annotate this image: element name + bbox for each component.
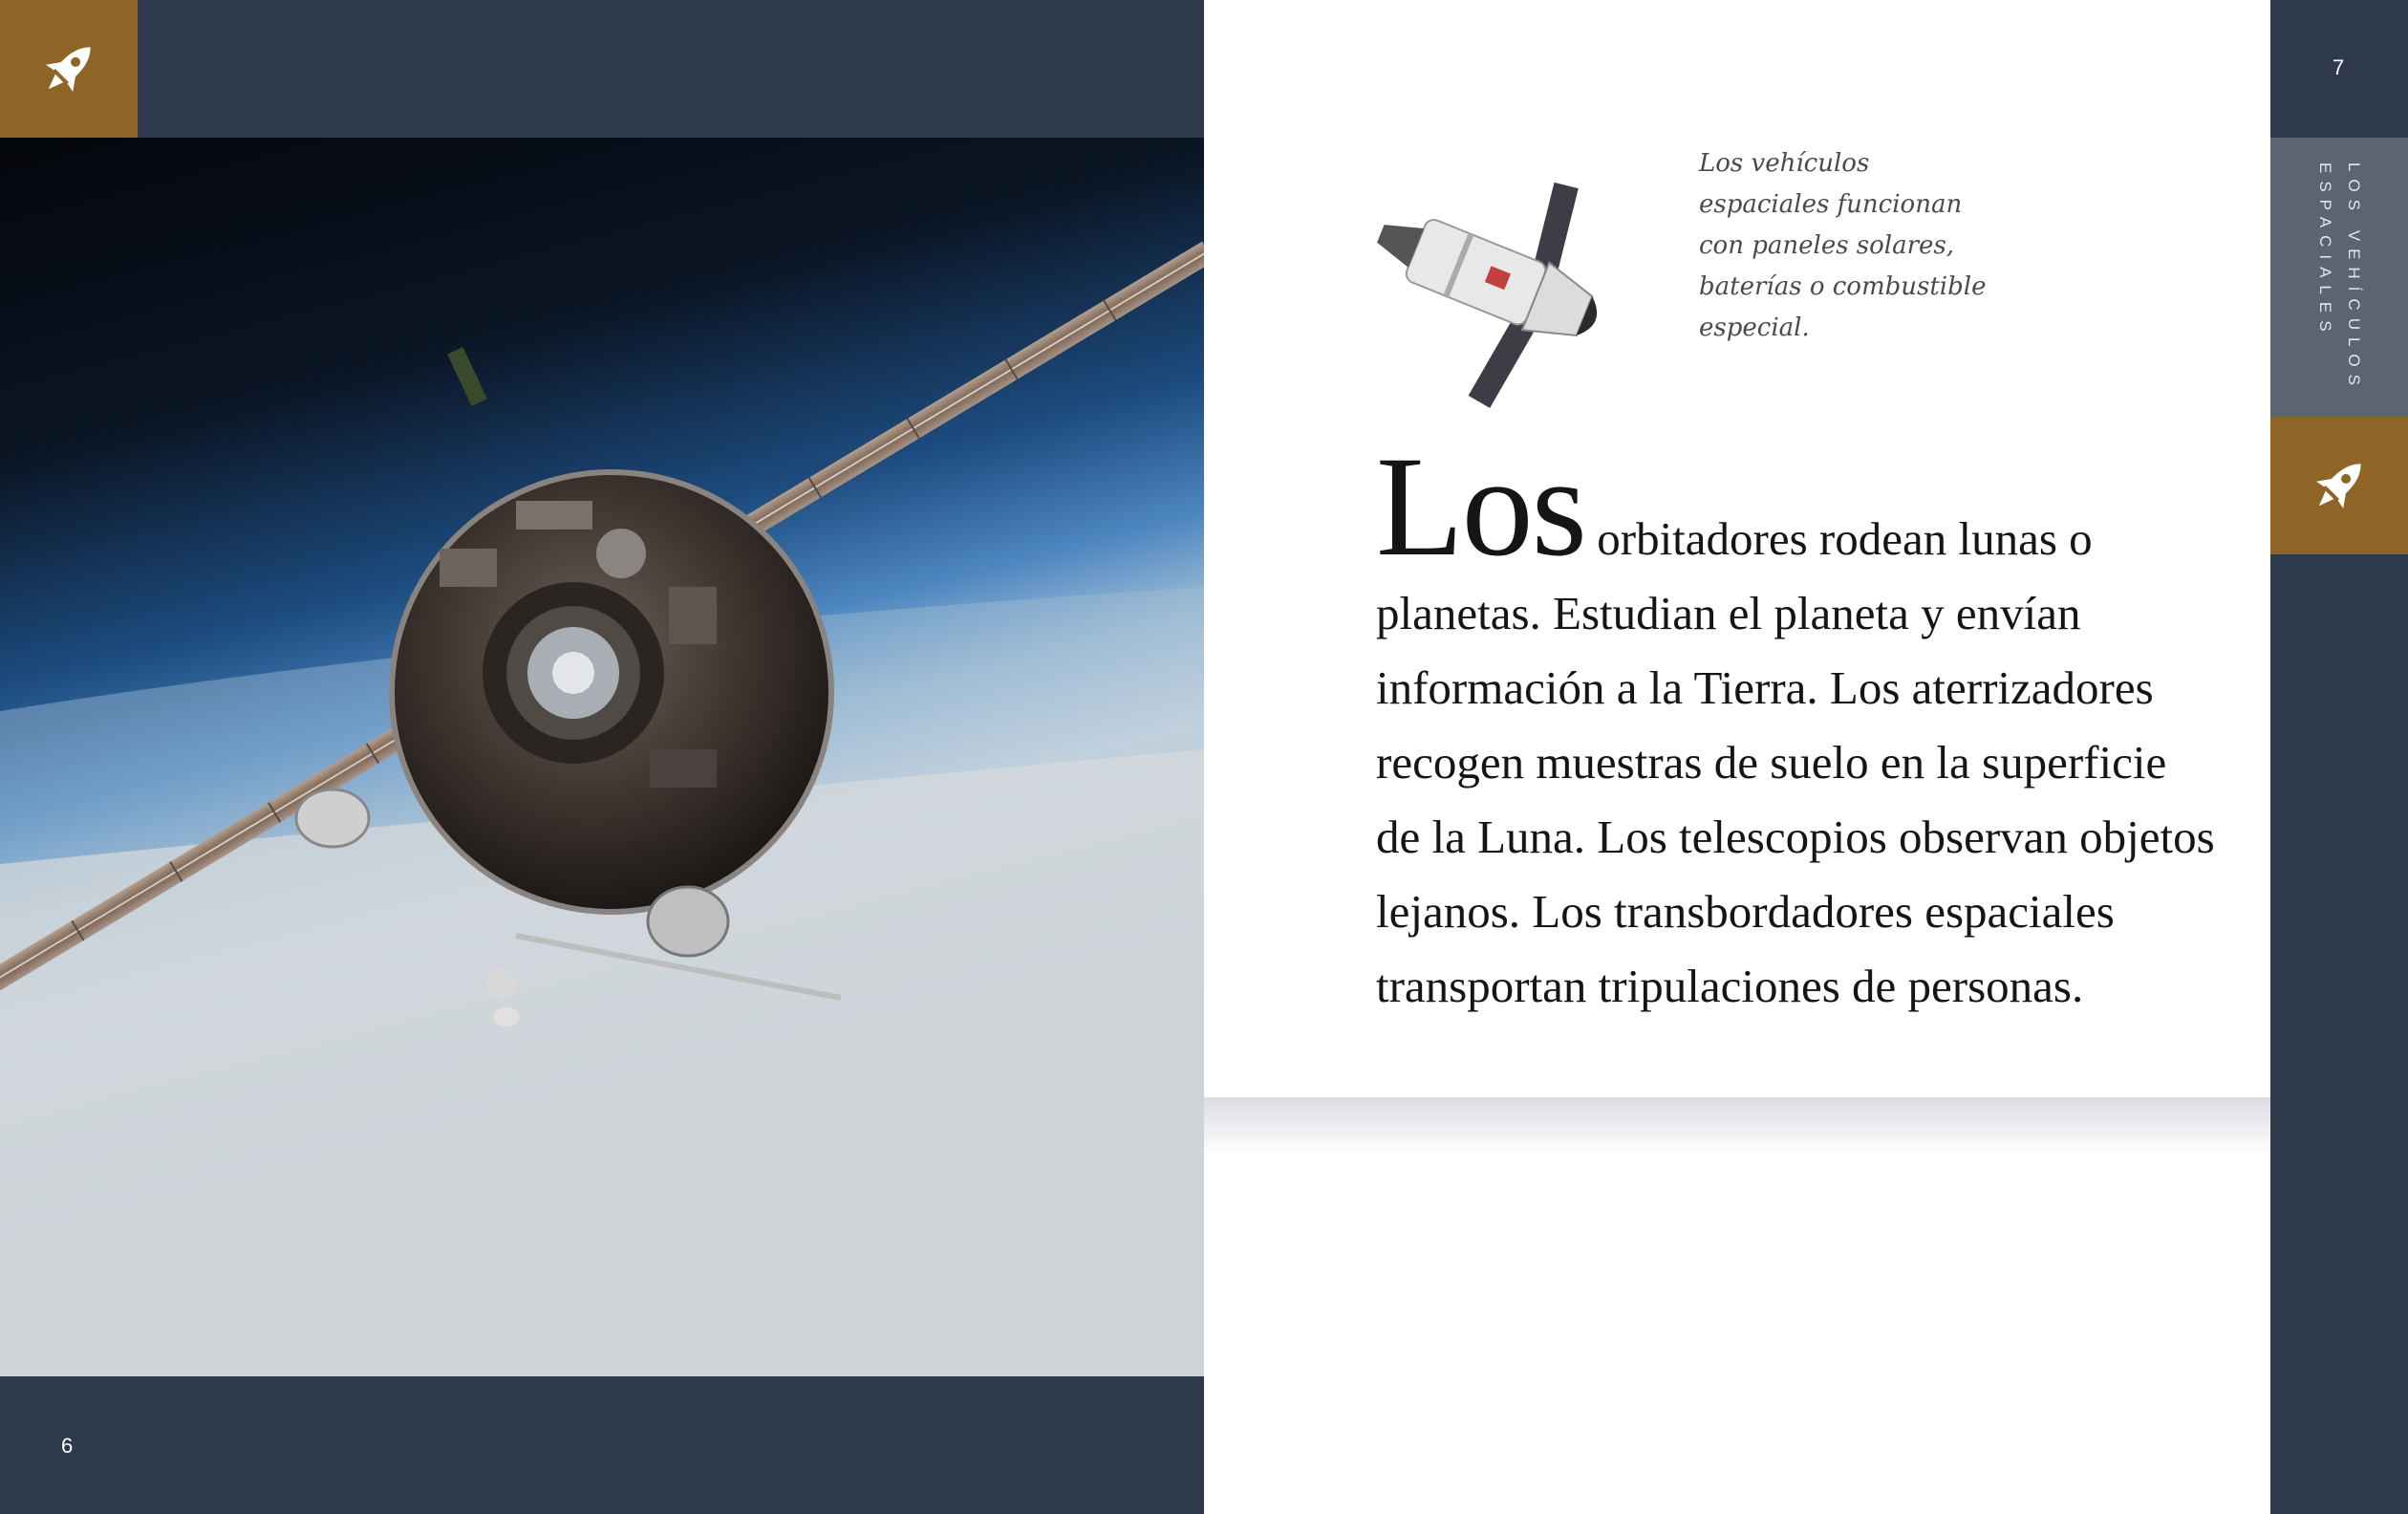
section-label: LOS VEHÍCULOS ESPACIALES [2316, 162, 2363, 393]
paragraph-line: Los orbitadores rodean lunas o [1376, 427, 2093, 586]
paragraph-line: recogen muestras de suelo en la superficie [1376, 736, 2167, 789]
paragraph-line: transportan tripulaciones de personas. [1376, 960, 2084, 1012]
paragraph-line: de la Luna. Los telescopios observan objetos [1376, 811, 2215, 863]
spacecraft-illustration [1357, 143, 1644, 421]
rocket-badge-right [2270, 417, 2408, 554]
rocket-icon [31, 31, 107, 107]
top-bar [0, 0, 1204, 138]
body-paragraph [1376, 427, 2217, 1024]
caption-figure [1357, 143, 2007, 430]
page-number-right: 7 [2333, 55, 2345, 79]
rocket-icon [2301, 447, 2377, 524]
paragraph-line: información a la Tierra. Los aterrizadores [1376, 661, 2154, 714]
photo-caption: Los vehículos espaciales funcionan con paneles solares, baterías o combustible especial. [1699, 149, 1987, 342]
rocket-badge-left [0, 0, 138, 138]
spacecraft-photo [0, 138, 1204, 1376]
paragraph-line: planetas. Estudian el planeta y envían [1376, 587, 2081, 639]
drop-cap-word: Los [1376, 427, 1585, 586]
section-tab [2270, 138, 2408, 417]
page-shadow [1204, 1097, 2270, 1155]
paragraph-line: lejanos. Los transbordadores espaciales [1376, 885, 2115, 938]
page-number-left: 6 [61, 1434, 74, 1458]
